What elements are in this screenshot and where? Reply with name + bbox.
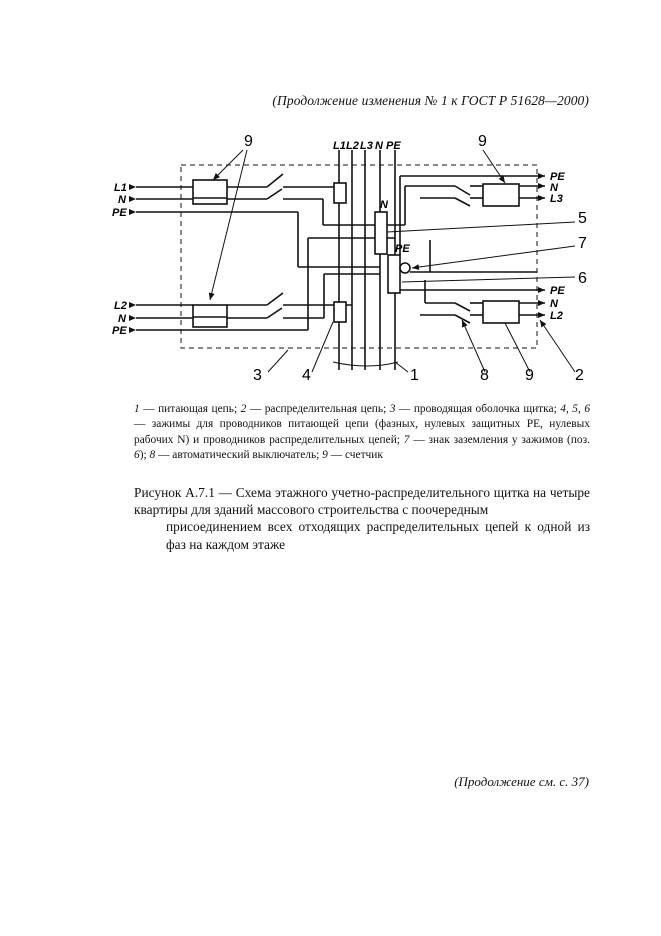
legend-num: 8 <box>149 448 156 461</box>
right-top-PE: PE <box>550 171 565 183</box>
right-bottom-L: L2 <box>550 310 563 322</box>
meter-bottom-left <box>193 305 227 327</box>
callout-3: 3 <box>253 367 262 384</box>
legend-num: 1 <box>134 403 140 415</box>
legend-num: 2 <box>240 403 247 415</box>
meter-top-left <box>193 180 227 204</box>
callout-1: 1 <box>410 367 419 384</box>
legend-text: — счетчик <box>327 448 383 461</box>
caption-first: Рисунок А.7.1 — Схема этажного учетно-распределительного щитка на четыре квартиры для зданий массового строительства с поочередным <box>134 485 590 518</box>
figure-legend <box>134 402 590 463</box>
legend-num: 4, 5, 6 <box>560 403 591 415</box>
legend-text: — питающая цепь; <box>139 403 241 415</box>
left-top-N: N <box>118 194 126 206</box>
breaker-bottom-right <box>455 303 470 311</box>
terminal-PE <box>388 255 400 293</box>
bus-label-N: N <box>375 140 383 152</box>
footer-continuation: (Продолжение см. с. 37) <box>454 774 589 789</box>
terminal-bottom <box>334 302 346 322</box>
callout-9-top-left: 9 <box>244 133 253 150</box>
terminal-N <box>375 212 387 254</box>
legend-num: 6 <box>134 448 140 461</box>
terminal-top <box>334 183 346 203</box>
breaker-top-right <box>455 186 470 195</box>
n-block-label: N <box>380 199 388 211</box>
left-top-L: L1 <box>114 182 127 194</box>
legend-num: 9 <box>322 448 328 461</box>
right-top-N: N <box>550 182 558 194</box>
callout-4: 4 <box>302 367 311 384</box>
callout-8: 8 <box>480 367 489 384</box>
callout-5: 5 <box>578 210 587 227</box>
left-top-PE: PE <box>112 207 127 219</box>
meter-top-right <box>483 184 519 206</box>
bus-label-L1: L1 <box>333 140 346 152</box>
callout-9-top-right: 9 <box>478 133 487 150</box>
legend-text: — проводящая оболочка щитка; <box>395 403 561 415</box>
bus-label-L3: L3 <box>360 140 373 152</box>
breaker-bottom-left <box>267 293 283 305</box>
left-bottom-N: N <box>118 313 126 325</box>
caption-rest: присоединением всех отходящих распределительных цепей к одной из фаз на каждом этаже <box>166 519 590 552</box>
ground-symbol <box>400 263 410 273</box>
legend-text: ); <box>139 448 150 461</box>
header-continuation: (Продолжение изменения № 1 к ГОСТ Р 51628—2000) <box>272 93 589 108</box>
legend-text: — зажимы для проводников питающей цепи (фазных, нулевых защитных PE, нулевых рабочих N) и проводников распределительных цепей; <box>134 418 590 446</box>
pe-block-label: PE <box>395 243 410 255</box>
callout-7: 7 <box>578 235 587 252</box>
callout-9-bottom: 9 <box>525 367 534 384</box>
bus-label-L2: L2 <box>346 140 359 152</box>
callout-6: 6 <box>578 270 587 287</box>
legend-text: — распределительная цепь; <box>246 403 390 415</box>
breaker-top-left <box>267 174 283 187</box>
legend-num: 7 <box>403 433 410 446</box>
legend-num: 3 <box>389 403 396 415</box>
left-bottom-PE: PE <box>112 325 127 337</box>
left-bottom-L: L2 <box>114 300 127 312</box>
callout-2: 2 <box>575 367 584 384</box>
figure-caption <box>134 484 590 553</box>
legend-text: — автоматический выключатель; <box>155 448 323 461</box>
right-bottom-N: N <box>550 298 558 310</box>
bus-label-PE: PE <box>386 140 401 152</box>
right-top-L: L3 <box>550 193 563 205</box>
wiring-diagram <box>0 0 661 400</box>
right-bottom-PE: PE <box>550 285 565 297</box>
legend-text: — знак заземления у зажимов (поз. <box>409 433 590 446</box>
meter-bottom-right <box>483 301 519 323</box>
